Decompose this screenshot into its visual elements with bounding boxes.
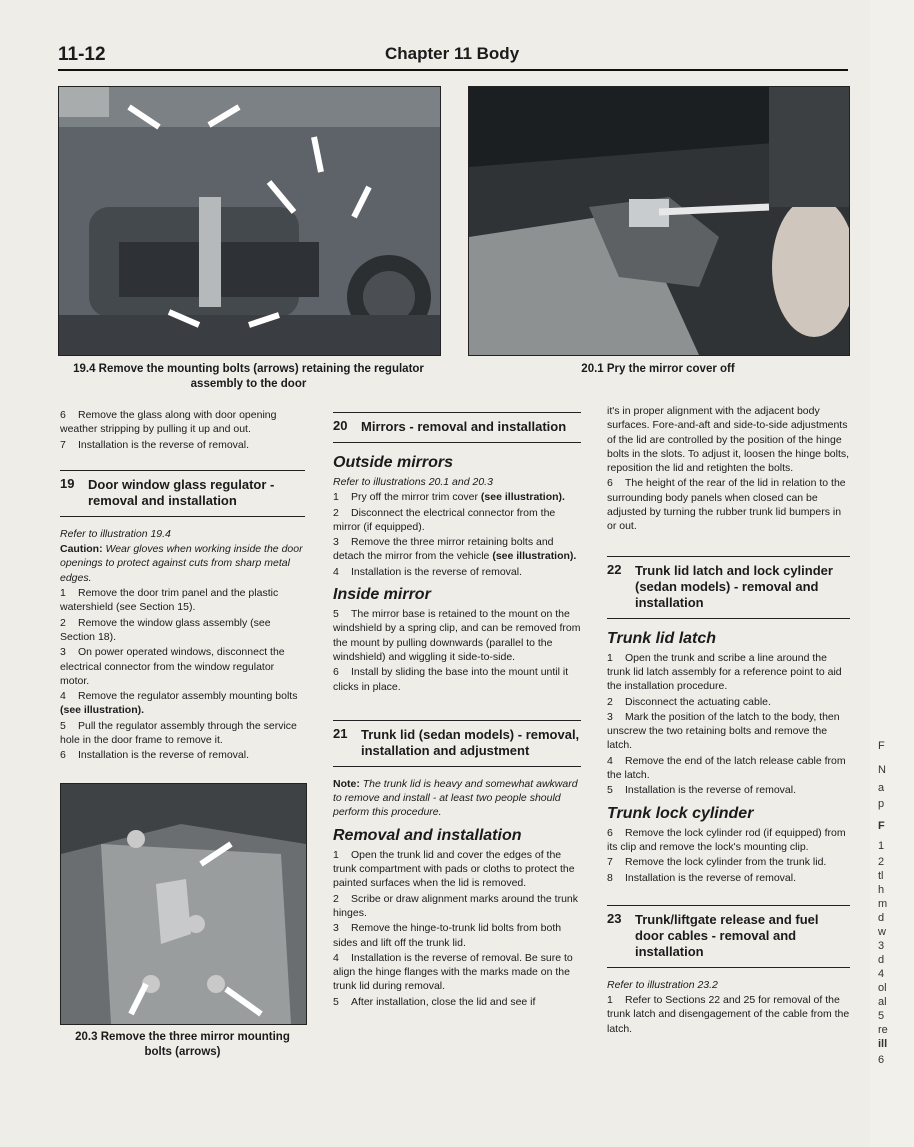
spill-glyph: re — [878, 1024, 888, 1036]
page-number: 11-12 — [58, 44, 106, 65]
caption-20-1: 20.1 Pry the mirror cover off — [581, 363, 735, 375]
door-interior-image — [59, 87, 440, 355]
column-2 — [333, 398, 581, 1010]
spill-glyph: p — [878, 798, 885, 810]
step-20-3: 3 Remove the three mirror retaining bolts and detach the mirror from the vehicle (see illustration). — [333, 536, 577, 563]
trunk-lid-latch-heading: Trunk lid latch — [607, 629, 717, 647]
spill-glyph: 4 — [878, 968, 885, 980]
caption-20-3: 20.3 Remove the three mirror mounting bolts (arrows) — [75, 1031, 290, 1058]
trunk-lock-cylinder-heading: Trunk lock cylinder — [607, 804, 754, 822]
chapter-title: Chapter 11 Body — [385, 44, 520, 63]
note-21: Note: The trunk lid is heavy and somewhat awkward to remove and install - at least two people should perform this procedure. — [333, 777, 578, 819]
step-22-6: 6 Remove the lock cylinder rod (if equipped) from its clip and remove the lock's mounting clip. — [607, 826, 846, 853]
header-rule — [58, 69, 848, 71]
section-20-heading: 20 Mirrors - removal and installation — [333, 412, 581, 443]
column-3 — [607, 404, 850, 1037]
step-22-2: 2 Disconnect the actuating cable. — [607, 695, 771, 708]
step-19-5: 5 Pull the regulator assembly through the service hole in the door frame to remove it. — [60, 719, 297, 747]
spill-glyph: 6 — [878, 1054, 885, 1066]
spill-glyph: d — [878, 954, 885, 966]
spill-glyph: 5 — [878, 1010, 885, 1022]
step-19-6: 6 Installation is the reverse of removal. — [60, 749, 249, 762]
outside-mirrors-heading: Outside mirrors — [333, 454, 454, 471]
spill-glyph: a — [878, 782, 885, 794]
illustration-ref-20: Refer to illustrations 20.1 and 20.3 — [333, 476, 493, 488]
step-20-6: 6 Install by sliding the base into the mount until it clicks in place. — [333, 666, 569, 693]
step-20-4: 4 Installation is the reverse of removal. — [333, 565, 522, 578]
inside-mirror-heading: Inside mirror — [333, 586, 431, 604]
spill-glyph: tl — [878, 870, 884, 882]
step-20-5: 5 The mirror base is retained to the mount on the windshield by a spring clip, and can be removed from the mount by pulling downwards (parallel to the windshield) and wiggling it side-to-side. — [333, 608, 581, 663]
mirror-bolts-image — [61, 784, 306, 1024]
caption-19-4: 19.4 Remove the mounting bolts (arrows) retaining the regulator assembly to the door — [73, 363, 424, 390]
section-21-heading: 21 Trunk lid (sedan models) - removal, installation and adjustment — [333, 720, 581, 767]
para-21-cont: it's in proper alignment with the adjacent body surfaces. Fore-and-aft and side-to-side adjustments of the lid are controlled by the position of the hinge bolts in the slots. To adjust it, loosen the hinge bolts, reposition the lid and retighten the bolts. — [607, 405, 850, 475]
step-21-6: 6 The height of the rear of the lid in relation to the surrounding body panels when closed can be adjusted by turning the rubber trunk lid bumpers in or out. — [607, 477, 846, 533]
photo-19-4 — [58, 86, 441, 356]
step-22-5: 5 Installation is the reverse of removal. — [607, 784, 796, 797]
step-19-4: 4 Remove the regulator assembly mounting bolts (see illustration). — [60, 690, 298, 717]
spill-glyph: ill — [878, 1038, 888, 1050]
spill-glyph: ol — [878, 982, 887, 994]
step-22-7: 7 Remove the lock cylinder from the trunk lid. — [607, 856, 827, 869]
step-21-1: 1 Open the trunk lid and cover the edges of the trunk compartment with pads or cloths to protect the painted surfaces when the lid is removed. — [333, 848, 575, 890]
spill-glyph: al — [878, 996, 887, 1008]
photo-20-3 — [60, 783, 307, 1025]
spill-glyph: 1 — [878, 840, 885, 852]
step-22-8: 8 Installation is the reverse of removal. — [607, 871, 796, 884]
step-22-1: 1 Open the trunk and scribe a line around the trunk lid latch assembly for a reference point to aid the installation procedure. — [607, 651, 842, 693]
step-22-4: 4 Remove the end of the latch release cable from the latch. — [607, 754, 846, 782]
spill-glyph: d — [878, 912, 885, 924]
step-21-2: 2 Scribe or draw alignment marks around the trunk hinges. — [333, 892, 579, 919]
step-19-3: 3 On power operated windows, disconnect the electrical connector from the window regulator motor. — [60, 646, 285, 687]
step-20-2: 2 Disconnect the electrical connector from the mirror (if equipped). — [333, 506, 556, 533]
section-23-heading: 23 Trunk/liftgate release and fuel door cables - removal and installation — [607, 905, 850, 968]
caution-note: Caution: Wear gloves when working inside the door openings to protect against cuts from sharp metal edges. — [60, 543, 303, 584]
step-23-1: 1 Refer to Sections 22 and 25 for removal of the trunk latch and disengagement of the cable from the latch. — [607, 994, 850, 1035]
spill-glyph: 2 — [878, 856, 885, 868]
mirror-cover-image — [469, 87, 849, 355]
column-1 — [60, 408, 305, 764]
para-18-7: 7 Installation is the reverse of removal. — [60, 438, 249, 451]
step-19-2: 2 Remove the window glass assembly (see Section 18). — [60, 616, 271, 643]
spill-glyph: h — [878, 884, 885, 896]
spill-glyph: w — [878, 926, 886, 938]
next-page-edge — [870, 0, 914, 1147]
step-21-4: 4 Installation is the reverse of removal. Be sure to align the hinge flanges with the marks made on the trunk lid during removal. — [333, 951, 573, 993]
para-18-6: 6 Remove the glass along with door opening weather stripping by pulling it up and out. — [60, 409, 277, 436]
spill-glyph: 3 — [878, 940, 885, 952]
spill-glyph: N — [878, 764, 886, 776]
spill-glyph: F — [878, 740, 885, 752]
section-22-heading: 22 Trunk lid latch and lock cylinder (sedan models) - removal and installation — [607, 556, 850, 619]
section-19-heading: 19 Door window glass regulator - removal and installation — [60, 470, 305, 517]
photo-20-1 — [468, 86, 850, 356]
illustration-ref-19: Refer to illustration 19.4 — [60, 527, 171, 540]
step-21-5: 5 After installation, close the lid and see if — [333, 995, 536, 1008]
step-22-3: 3 Mark the position of the latch to the body, then unscrew the two retaining bolts and remove the latch. — [607, 710, 840, 752]
spill-glyph: m — [878, 898, 888, 910]
step-21-3: 3 Remove the hinge-to-trunk lid bolts from both sides and lift off the trunk lid. — [333, 922, 562, 949]
illustration-ref-23: Refer to illustration 23.2 — [607, 978, 718, 991]
page-header — [58, 44, 848, 68]
removal-installation-heading: Removal and installation — [333, 826, 522, 844]
spill-glyph: F — [878, 820, 885, 832]
step-20-1: 1 Pry off the mirror trim cover (see illustration). — [333, 491, 565, 504]
step-19-1: 1 Remove the door trim panel and the plastic watershield (see Section 15). — [60, 587, 279, 614]
